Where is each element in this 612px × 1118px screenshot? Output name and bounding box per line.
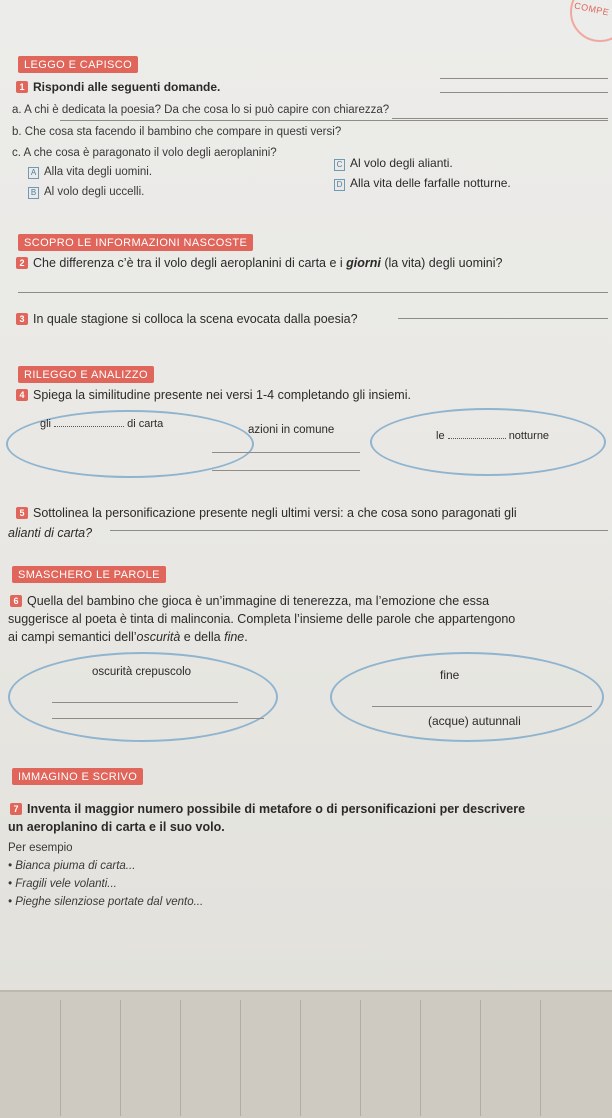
set-middle-label: azioni in comune: [248, 424, 335, 436]
exercise-number: 2: [16, 257, 28, 269]
exercise-7-text-1: Inventa il maggior numero possibile di metafore o di personificazioni per descrivere: [27, 802, 526, 816]
corner-stamp: COMPE: [573, 0, 611, 18]
exercise-6-line-2: suggerisce al poeta è tinta di malinconia. Completa l’insieme delle parole che appartengono: [8, 612, 516, 626]
set-fine-word: fine: [440, 668, 460, 682]
exercise-4-text: Spiega la similitudine presente nei versi 1-4 completando gli insiemi.: [33, 388, 411, 402]
exercise-number: 7: [10, 803, 22, 815]
exercise-1-title: [16, 80, 220, 94]
answer-line[interactable]: [440, 92, 608, 93]
answer-line[interactable]: [52, 718, 264, 719]
section-tag-rileggo: RILEGGO E ANALIZZO: [18, 366, 154, 383]
exercise-6-line-1: [10, 594, 489, 608]
exercise-4: [16, 388, 411, 402]
option-text: Al volo degli uccelli.: [44, 186, 145, 198]
option-d[interactable]: [334, 176, 511, 191]
ruled-line: [360, 1000, 361, 1116]
option-c[interactable]: [334, 156, 453, 171]
option-text: Alla vita delle farfalle notturne.: [350, 176, 511, 190]
question-c: c. A che cosa è paragonato il volo degli aeroplanini?: [12, 147, 277, 159]
exercise-6-text-3-end: .: [244, 630, 248, 644]
set-left-word-di-carta: di carta: [127, 418, 164, 430]
exercise-3: [16, 312, 358, 326]
example-item: • Bianca piuma di carta...: [8, 860, 136, 872]
exercise-2-text: Che differenza c’è tra il volo degli aeroplanini di carta e i: [33, 256, 347, 270]
option-b[interactable]: [28, 186, 144, 199]
answer-line[interactable]: [18, 292, 608, 293]
exercise-number: 6: [10, 595, 22, 607]
option-letter[interactable]: D: [334, 179, 345, 191]
set-right-word-notturne: notturne: [508, 430, 550, 442]
section-tag-leggo: LEGGO E CAPISCO: [18, 56, 138, 73]
exercise-number: 4: [16, 389, 28, 401]
exercise-number: 1: [16, 81, 28, 93]
set-right-word-le: le: [436, 430, 445, 442]
exercise-5: [16, 506, 517, 520]
answer-line[interactable]: [212, 452, 360, 453]
question-a: a. A chi è dedicata la poesia? Da che cosa lo si può capire con chiarezza?: [12, 104, 390, 116]
option-text: Al volo degli alianti.: [350, 156, 453, 170]
set-fine-ellipse: [330, 652, 604, 742]
set-right-ellipse: [370, 408, 606, 476]
ruled-line: [60, 1000, 61, 1116]
set-oscurita-words: oscurità crepuscolo: [92, 666, 192, 678]
set-left-content: [40, 418, 163, 430]
exercise-2-emphasis: giorni: [346, 256, 381, 270]
section-tag-smaschero: SMASCHERO LE PAROLE: [12, 566, 166, 583]
answer-line[interactable]: [392, 118, 608, 119]
exercise-6-text-3-mid: e della: [180, 630, 225, 644]
set-left-word-gli: gli: [40, 418, 52, 430]
section-tag-immagino: IMMAGINO E SCRIVO: [12, 768, 143, 785]
exercise-5-text: Sottolinea la personificazione presente negli ultimi versi: a che cosa sono paragonati gli: [33, 506, 517, 520]
exercise-7-line-2: un aeroplanino di carta e il suo volo.: [8, 820, 225, 834]
exercise-number: 3: [16, 313, 28, 325]
emphasis-fine: fine: [224, 630, 245, 644]
ruled-line: [120, 1000, 121, 1116]
set-fine-words-2: (acque) autunnali: [428, 714, 521, 728]
ruled-line: [480, 1000, 481, 1116]
answer-line[interactable]: [372, 706, 592, 707]
ruled-line: [180, 1000, 181, 1116]
exercise-number: 5: [16, 507, 28, 519]
ruled-line: [300, 1000, 301, 1116]
answer-line[interactable]: [440, 78, 608, 79]
option-letter[interactable]: B: [28, 187, 39, 199]
blank-field[interactable]: [448, 438, 506, 439]
answer-line[interactable]: [398, 318, 608, 319]
exercise-1-instruction: Rispondi alle seguenti domande.: [33, 80, 221, 94]
example-label: Per esempio: [8, 842, 73, 854]
exercise-6-line-3: [8, 630, 248, 644]
ruled-line: [540, 1000, 541, 1116]
exercise-6-text-3: ai campi semantici dell’: [8, 630, 137, 644]
exercise-2-text-end: (la vita) degli uomini?: [380, 256, 503, 270]
ruled-line: [420, 1000, 421, 1116]
answer-line[interactable]: [52, 702, 238, 703]
exercise-7-line-1: [10, 802, 525, 816]
ruled-line: [240, 1000, 241, 1116]
option-text: Alla vita degli uomini.: [44, 166, 153, 178]
blank-field[interactable]: [54, 426, 124, 427]
underlying-page: [0, 990, 612, 1118]
set-right-content: [436, 430, 549, 442]
question-b: b. Che cosa sta facendo il bambino che compare in questi versi?: [12, 126, 342, 138]
example-item: • Fragili vele volanti...: [8, 878, 117, 890]
exercise-3-text: In quale stagione si colloca la scena evocata dalla poesia?: [33, 312, 358, 326]
option-a[interactable]: [28, 166, 152, 179]
example-item: • Pieghe silenziose portate dal vento...: [8, 896, 204, 908]
answer-line[interactable]: [60, 120, 608, 121]
answer-line[interactable]: [110, 530, 608, 531]
exercise-5-text-2: alianti di carta?: [8, 526, 93, 540]
emphasis-oscurita: oscurità: [136, 630, 181, 644]
answer-line[interactable]: [212, 470, 360, 471]
exercise-6-text-1: Quella del bambino che gioca è un’immagine di tenerezza, ma l’emozione che essa: [27, 594, 490, 608]
option-letter[interactable]: C: [334, 159, 345, 171]
section-tag-scopro: SCOPRO LE INFORMAZIONI NASCOSTE: [18, 234, 253, 251]
option-letter[interactable]: A: [28, 167, 39, 179]
exercise-2: [16, 256, 502, 270]
